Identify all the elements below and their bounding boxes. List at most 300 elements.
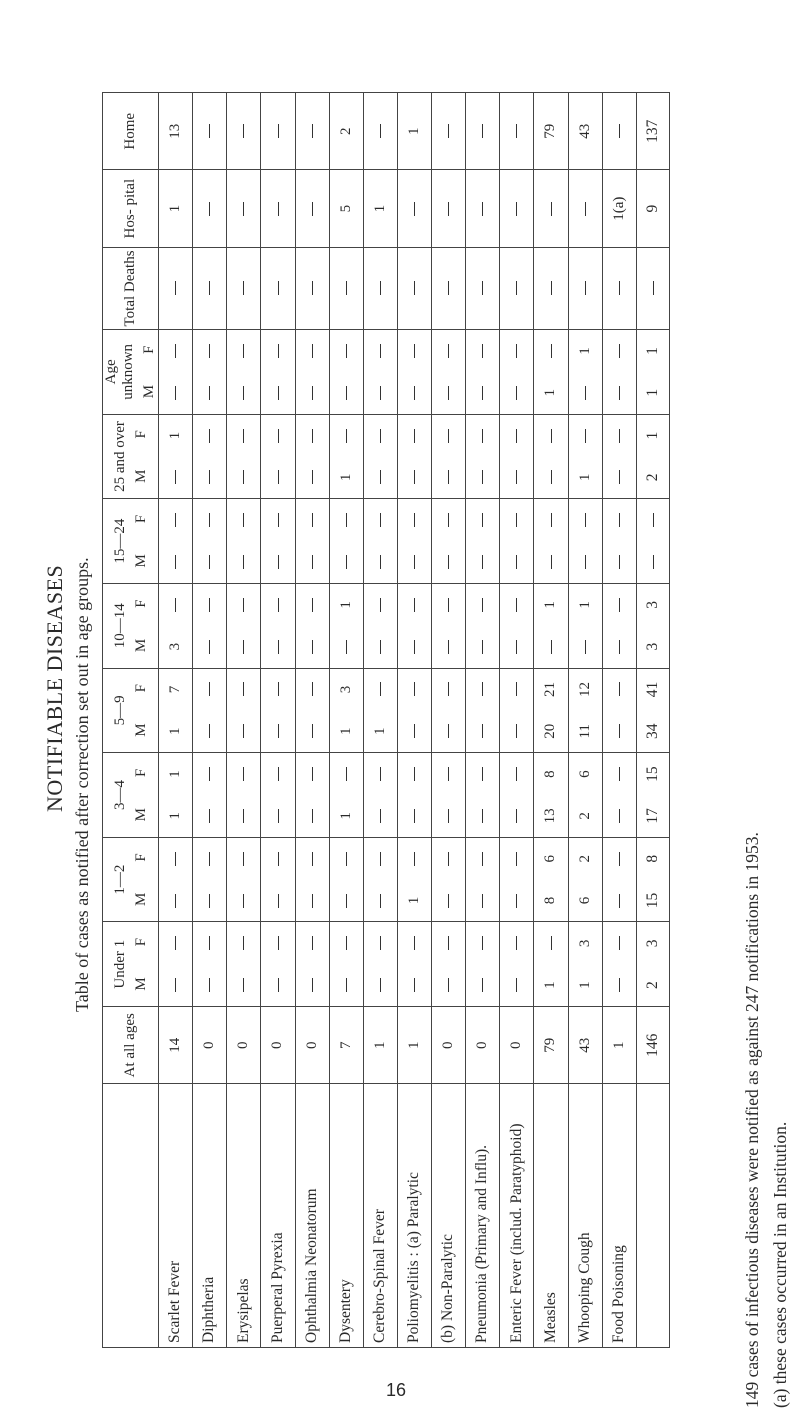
age-group-cell xyxy=(193,753,227,838)
dash-mark xyxy=(619,809,620,823)
male-label: M xyxy=(141,384,157,399)
age-group-cell xyxy=(295,837,329,922)
male-count xyxy=(406,964,423,1006)
hospital-value xyxy=(261,170,295,247)
header-age-group xyxy=(103,499,159,584)
dash-mark xyxy=(243,344,244,358)
male-count: 1 xyxy=(337,727,354,736)
dash-mark xyxy=(653,281,654,295)
age-group-cell xyxy=(261,922,295,1007)
female-count xyxy=(167,499,184,541)
dash-mark xyxy=(414,640,415,654)
age-group-cell xyxy=(432,499,466,584)
male-count xyxy=(235,541,252,583)
hospital-value xyxy=(568,170,602,247)
age-group-cell xyxy=(636,753,669,838)
dash-mark xyxy=(209,281,210,295)
notifiable-diseases-table xyxy=(102,92,670,1348)
female-count: 1 xyxy=(643,431,661,440)
age-group-cell xyxy=(397,583,431,668)
dash-mark xyxy=(482,386,483,400)
home-value xyxy=(500,93,534,170)
female-count xyxy=(440,922,457,964)
dash-mark xyxy=(209,852,210,866)
female-count: 1 xyxy=(167,431,184,440)
age-group-cell xyxy=(295,668,329,753)
dash-mark xyxy=(243,809,244,823)
dash-mark xyxy=(619,978,620,992)
female-count xyxy=(508,584,525,626)
dash-mark xyxy=(278,936,279,950)
dash-mark xyxy=(312,978,313,992)
dash-mark xyxy=(278,894,279,908)
dash-mark xyxy=(346,281,347,295)
dash-mark xyxy=(516,344,517,358)
male-count xyxy=(406,795,423,837)
male-count xyxy=(542,541,559,583)
dash-mark xyxy=(482,724,483,738)
female-count xyxy=(235,669,252,711)
total-deaths-value xyxy=(159,247,193,329)
male-count: 2 xyxy=(576,812,593,820)
female-count xyxy=(304,330,321,372)
age-group-label: 25 and over xyxy=(111,421,128,492)
dash-mark xyxy=(312,386,313,400)
dash-mark xyxy=(209,894,210,908)
male-count xyxy=(440,795,457,837)
disease-name xyxy=(636,1084,669,1348)
page-number: 16 xyxy=(386,1380,407,1400)
hospital-value xyxy=(500,170,534,247)
dash-mark xyxy=(414,429,415,443)
age-group-cell xyxy=(193,922,227,1007)
female-count xyxy=(167,838,184,880)
dash-mark xyxy=(312,640,313,654)
male-label: M xyxy=(132,469,149,483)
male-count xyxy=(304,372,321,414)
age-group-cell xyxy=(602,668,636,753)
total-deaths-value xyxy=(466,247,500,329)
dash-mark xyxy=(312,682,313,696)
dash-mark xyxy=(209,470,210,484)
female-count: 41 xyxy=(643,681,661,698)
hospital-value xyxy=(534,170,568,247)
age-group-cell xyxy=(227,922,261,1007)
dash-mark xyxy=(516,555,517,569)
dash-mark xyxy=(175,936,176,950)
disease-name: Poliomyelitis : (a) Paralytic xyxy=(397,1084,431,1348)
age-group-label: Age unknown xyxy=(103,343,136,400)
age-group-cell xyxy=(159,753,193,838)
dash-mark xyxy=(448,809,449,823)
female-count xyxy=(508,838,525,880)
female-count: 21 xyxy=(542,681,559,697)
age-group-cell xyxy=(159,922,193,1007)
footnote-notifications: 149 cases of infectious diseases were notified as against 247 notifications in 1953. xyxy=(742,832,762,1408)
female-count xyxy=(440,330,457,372)
age-group-label: 10—14 xyxy=(111,603,128,649)
dash-mark xyxy=(653,555,654,569)
dash-mark xyxy=(209,724,210,738)
dash-mark xyxy=(551,344,552,358)
age-group-cell xyxy=(159,837,193,922)
dash-mark xyxy=(346,344,347,358)
male-count xyxy=(440,541,457,583)
dash-mark xyxy=(585,555,586,569)
disease-name: Ophthalmia Neonatorum xyxy=(295,1084,329,1348)
female-count xyxy=(269,584,286,626)
female-count xyxy=(372,838,389,880)
age-group-cell xyxy=(602,753,636,838)
female-count xyxy=(474,499,491,541)
age-group-cell xyxy=(363,668,397,753)
female-count xyxy=(201,330,218,372)
dash-mark xyxy=(278,809,279,823)
female-count xyxy=(406,584,423,626)
dash-mark xyxy=(516,202,517,216)
age-group-cell xyxy=(466,837,500,922)
age-group-cell xyxy=(363,330,397,415)
male-count xyxy=(372,372,389,414)
age-group-cell xyxy=(397,414,431,499)
dash-mark xyxy=(380,429,381,443)
dash-mark xyxy=(209,640,210,654)
male-count xyxy=(372,457,389,499)
age-group-cell xyxy=(602,837,636,922)
male-count xyxy=(304,457,321,499)
dash-mark xyxy=(585,640,586,654)
header-age-group xyxy=(103,668,159,753)
dash-mark xyxy=(312,344,313,358)
male-count xyxy=(201,795,218,837)
dash-mark xyxy=(380,513,381,527)
female-label: F xyxy=(132,514,149,524)
all-ages-value: 0 xyxy=(432,1007,466,1084)
dash-mark xyxy=(516,470,517,484)
age-group-cell xyxy=(397,330,431,415)
total-deaths-value xyxy=(636,247,669,329)
male-count xyxy=(474,626,491,668)
female-count: 8 xyxy=(542,770,559,778)
female-count xyxy=(508,669,525,711)
hospital-value: 1 xyxy=(363,170,397,247)
age-group-cell xyxy=(568,499,602,584)
all-ages-value: 0 xyxy=(227,1007,261,1084)
total-deaths-value xyxy=(500,247,534,329)
hospital-value xyxy=(466,170,500,247)
male-count xyxy=(269,541,286,583)
dash-mark xyxy=(380,852,381,866)
dash-mark xyxy=(175,555,176,569)
dash-mark xyxy=(448,124,449,138)
dash-mark xyxy=(243,936,244,950)
age-group-cell xyxy=(295,583,329,668)
home-value xyxy=(227,93,261,170)
male-count: 1 xyxy=(337,473,354,482)
home-value xyxy=(193,93,227,170)
dash-mark xyxy=(243,682,244,696)
table-row xyxy=(295,93,329,1348)
totals-row xyxy=(636,93,669,1348)
dash-mark xyxy=(482,809,483,823)
dash-mark xyxy=(312,124,313,138)
dash-mark xyxy=(414,936,415,950)
header-all-ages: At all ages xyxy=(103,1007,159,1084)
male-count xyxy=(406,626,423,668)
age-group-cell xyxy=(602,583,636,668)
dash-mark xyxy=(209,682,210,696)
male-count xyxy=(167,964,184,1006)
female-count xyxy=(235,330,252,372)
male-count xyxy=(577,541,594,583)
male-count: 1 xyxy=(371,727,388,736)
all-ages-value: 14 xyxy=(159,1007,193,1084)
male-count xyxy=(577,372,594,414)
age-group-cell xyxy=(432,668,466,753)
female-count xyxy=(338,753,355,795)
female-count: 3 xyxy=(337,685,354,694)
dash-mark xyxy=(380,555,381,569)
dash-mark xyxy=(482,978,483,992)
age-group-cell xyxy=(568,583,602,668)
dash-mark xyxy=(619,894,620,908)
header-age-group xyxy=(103,583,159,668)
dash-mark xyxy=(482,767,483,781)
table-row xyxy=(363,93,397,1348)
female-count xyxy=(269,499,286,541)
dash-mark xyxy=(278,202,279,216)
total-deaths-value xyxy=(602,247,636,329)
dash-mark xyxy=(516,386,517,400)
female-count xyxy=(304,838,321,880)
table-row xyxy=(568,93,602,1348)
dash-mark xyxy=(414,978,415,992)
male-count: 2 xyxy=(643,473,661,482)
male-count xyxy=(440,710,457,752)
male-count xyxy=(201,541,218,583)
age-group-cell xyxy=(397,668,431,753)
age-group-cell xyxy=(227,753,261,838)
dash-mark xyxy=(551,936,552,950)
dash-mark xyxy=(619,124,620,138)
dash-mark xyxy=(619,513,620,527)
dash-mark xyxy=(380,386,381,400)
male-count xyxy=(474,541,491,583)
dash-mark xyxy=(346,555,347,569)
dash-mark xyxy=(380,344,381,358)
age-group-cell xyxy=(500,499,534,584)
dash-mark xyxy=(243,640,244,654)
male-count xyxy=(440,372,457,414)
dash-mark xyxy=(312,936,313,950)
total-deaths-value xyxy=(295,247,329,329)
dash-mark xyxy=(414,809,415,823)
male-count xyxy=(269,710,286,752)
age-group-cell xyxy=(636,583,669,668)
age-group-label: 15—24 xyxy=(111,518,128,564)
female-count xyxy=(269,753,286,795)
dash-mark xyxy=(209,598,210,612)
male-count xyxy=(474,795,491,837)
hospital-value: 9 xyxy=(636,170,669,247)
dash-mark xyxy=(585,202,586,216)
disease-name: Erysipelas xyxy=(227,1084,261,1348)
male-count xyxy=(611,541,628,583)
male-count xyxy=(338,541,355,583)
male-label: M xyxy=(132,977,149,991)
male-count xyxy=(235,964,252,1006)
home-value: 137 xyxy=(636,93,669,170)
page-title: NOTIFIABLE DISEASES xyxy=(42,564,67,812)
all-ages-value: 1 xyxy=(363,1007,397,1084)
dash-mark xyxy=(414,767,415,781)
table-row xyxy=(159,93,193,1348)
male-count xyxy=(201,880,218,922)
age-group-cell xyxy=(261,330,295,415)
male-label: M xyxy=(132,638,149,653)
age-group-cell xyxy=(227,837,261,922)
age-group-cell xyxy=(534,583,568,668)
age-group-cell xyxy=(568,837,602,922)
age-group-cell xyxy=(534,414,568,499)
dash-mark xyxy=(414,513,415,527)
dash-mark xyxy=(653,513,654,527)
male-count xyxy=(304,964,321,1006)
header-hospital: Hos- pital xyxy=(103,170,159,247)
dash-mark xyxy=(312,809,313,823)
male-count xyxy=(508,964,525,1006)
total-deaths-value xyxy=(363,247,397,329)
age-group-cell xyxy=(534,753,568,838)
female-count xyxy=(304,669,321,711)
dash-mark xyxy=(516,852,517,866)
dash-mark xyxy=(346,640,347,654)
home-value: 13 xyxy=(159,93,193,170)
male-count xyxy=(304,541,321,583)
dash-mark xyxy=(346,978,347,992)
female-count xyxy=(201,922,218,964)
female-count: 12 xyxy=(576,681,593,697)
table-row xyxy=(466,93,500,1348)
age-group-cell xyxy=(193,583,227,668)
header-age-group xyxy=(103,753,159,838)
age-group-cell xyxy=(568,922,602,1007)
dash-mark xyxy=(448,724,449,738)
dash-mark xyxy=(209,767,210,781)
dash-mark xyxy=(278,513,279,527)
dash-mark xyxy=(243,894,244,908)
table-row xyxy=(500,93,534,1348)
age-group-cell xyxy=(363,499,397,584)
male-count: 15 xyxy=(643,892,661,909)
male-count xyxy=(440,457,457,499)
female-count xyxy=(474,330,491,372)
female-count xyxy=(235,415,252,457)
age-group-cell xyxy=(261,668,295,753)
female-count xyxy=(474,415,491,457)
dash-mark xyxy=(243,124,244,138)
dash-mark xyxy=(585,429,586,443)
dash-mark xyxy=(414,202,415,216)
male-count: 1 xyxy=(542,981,559,989)
dash-mark xyxy=(380,682,381,696)
female-count xyxy=(235,499,252,541)
male-count: 1 xyxy=(643,388,661,397)
dash-mark xyxy=(175,470,176,484)
hospital-value: 1(a) xyxy=(602,170,636,247)
age-group-cell xyxy=(636,922,669,1007)
age-group-cell xyxy=(329,837,363,922)
female-count xyxy=(372,753,389,795)
table-caption: Table of cases as notified after correction set out in age groups. xyxy=(72,557,92,1012)
male-count xyxy=(611,457,628,499)
table-row xyxy=(329,93,363,1348)
female-count xyxy=(304,753,321,795)
age-group-cell xyxy=(159,414,193,499)
dash-mark xyxy=(551,555,552,569)
dash-mark xyxy=(482,852,483,866)
female-count xyxy=(235,584,252,626)
dash-mark xyxy=(312,202,313,216)
dash-mark xyxy=(209,344,210,358)
male-count xyxy=(269,457,286,499)
male-count xyxy=(304,710,321,752)
female-count: 1 xyxy=(576,601,593,609)
male-count xyxy=(372,626,389,668)
dash-mark xyxy=(346,852,347,866)
dash-mark xyxy=(209,513,210,527)
female-count xyxy=(508,330,525,372)
dash-mark xyxy=(380,124,381,138)
age-group-cell xyxy=(397,499,431,584)
dash-mark xyxy=(380,281,381,295)
male-count: 13 xyxy=(542,808,559,824)
female-label: F xyxy=(132,768,149,778)
dash-mark xyxy=(414,682,415,696)
age-group-cell xyxy=(227,668,261,753)
male-count xyxy=(611,710,628,752)
dash-mark xyxy=(448,936,449,950)
dash-mark xyxy=(585,281,586,295)
female-count xyxy=(542,922,559,964)
dash-mark xyxy=(380,978,381,992)
female-count xyxy=(372,415,389,457)
dash-mark xyxy=(482,344,483,358)
dash-mark xyxy=(175,344,176,358)
male-count xyxy=(406,541,423,583)
dash-mark xyxy=(312,513,313,527)
dash-mark xyxy=(585,513,586,527)
female-count: 1 xyxy=(542,601,559,609)
dash-mark xyxy=(516,809,517,823)
female-count xyxy=(440,499,457,541)
dash-mark xyxy=(380,470,381,484)
all-ages-value: 7 xyxy=(329,1007,363,1084)
table-row xyxy=(397,93,431,1348)
female-count xyxy=(577,499,594,541)
dash-mark xyxy=(619,386,620,400)
dash-mark xyxy=(516,724,517,738)
age-group-cell xyxy=(568,753,602,838)
dash-mark xyxy=(312,429,313,443)
dash-mark xyxy=(482,894,483,908)
dash-mark xyxy=(278,344,279,358)
dash-mark xyxy=(482,682,483,696)
female-count xyxy=(235,922,252,964)
male-count: 2 xyxy=(643,981,661,990)
all-ages-value: 0 xyxy=(295,1007,329,1084)
dash-mark xyxy=(346,767,347,781)
